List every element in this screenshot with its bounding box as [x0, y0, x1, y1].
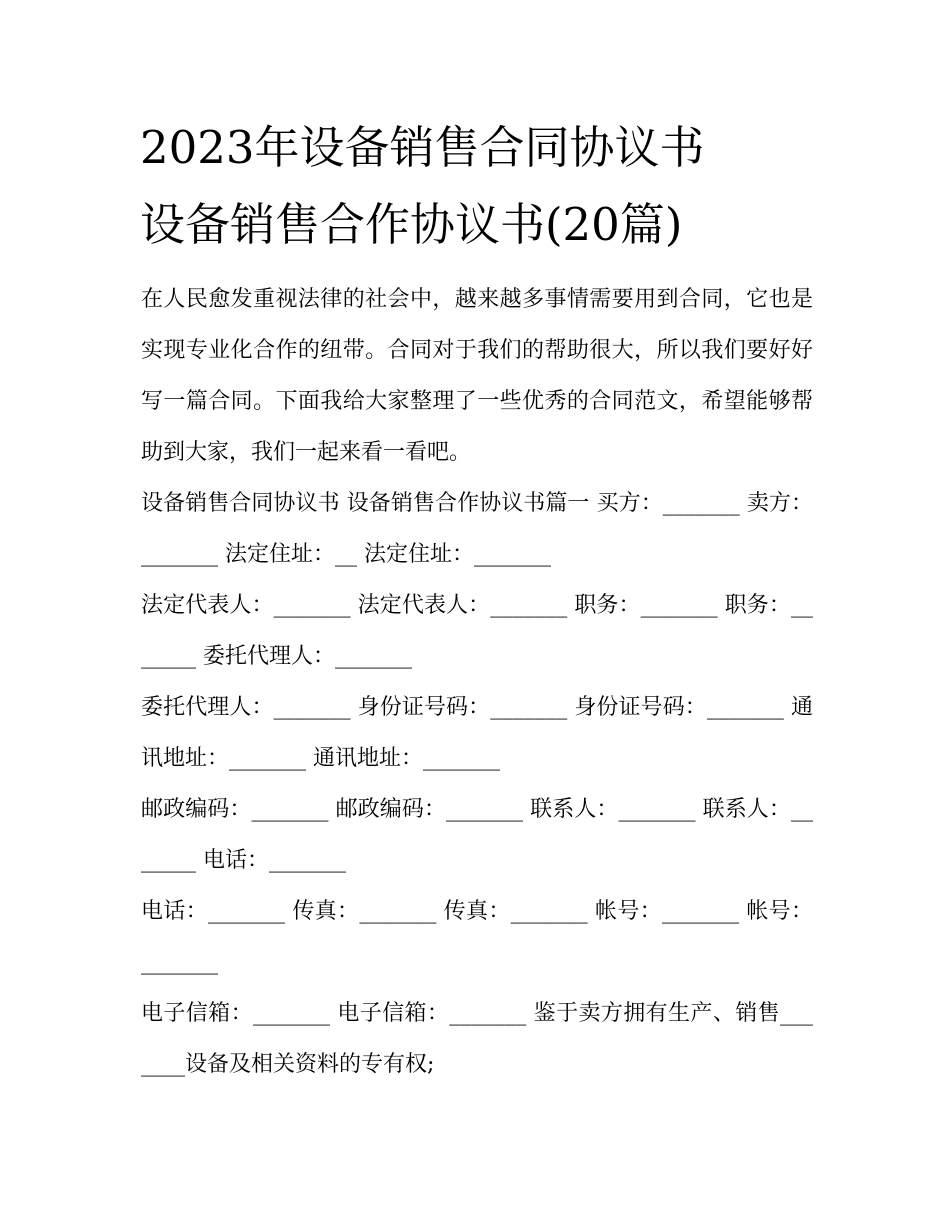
- document-title-line-1: 2023年设备销售合同协议书: [140, 121, 705, 174]
- legal-representative-paragraph: 法定代表人：_______ 法定代表人：_______ 职务：_______ 职务：_______ 委托代理人：_______: [141, 593, 813, 669]
- document-title-line-2: 设备销售合作协议书(20篇): [140, 198, 683, 251]
- document-body: [141, 274, 813, 1090]
- agent-id-address-paragraph: 委托代理人：_______ 身份证号码：_______ 身份证号码：_______ 通讯地址：_______ 通讯地址：_______: [141, 695, 813, 771]
- intro-paragraph: 在人民愈发重视法律的社会中，越来越多事情需要用到合同，它也是实现专业化合作的纽带。合同对于我们的帮助很大，所以我们要好好写一篇合同。下面我给大家整理了一些优秀的合同范文，希望能够帮助到大家，我们一起来看一看吧。: [141, 287, 813, 465]
- postcode-contact-paragraph: 邮政编码：_______ 邮政编码：_______ 联系人：_______ 联系人：_______ 电话：_______: [141, 797, 813, 873]
- email-whereas-paragraph: 电子信箱：_______ 电子信箱：_______ 鉴于卖方拥有生产、销售_______设备及相关资料的专有权;: [141, 1001, 813, 1077]
- phone-fax-account-paragraph: 电话：_______ 传真：_______ 传真：_______ 帐号：_______ 帐号：_______: [141, 899, 813, 975]
- parties-buyer-seller-paragraph: 设备销售合同协议书 设备销售合作协议书篇一 买方：_______ 卖方：_______ 法定住址：__ 法定住址：_______: [141, 491, 813, 567]
